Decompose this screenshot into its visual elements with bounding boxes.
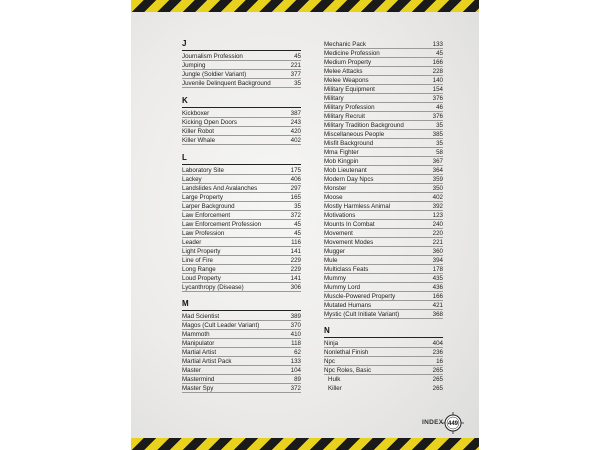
entry-label: Landslides And Avalanches (182, 185, 258, 192)
index-entry (182, 256, 301, 265)
index-entry (182, 321, 301, 330)
entry-page-number: 133 (290, 358, 301, 365)
entry-page-number: 62 (294, 349, 301, 356)
section-heading-m (182, 299, 301, 309)
entry-label: Juvenile Delinquent Background (182, 80, 271, 87)
index-entry (182, 220, 301, 229)
section-rule (182, 164, 301, 165)
entry-label: Mummy Lord (324, 284, 361, 291)
entry-page-number: 46 (436, 104, 443, 111)
index-entry (182, 109, 301, 118)
entry-page-number: 35 (436, 122, 443, 129)
entry-page-number: 221 (432, 239, 443, 246)
index-entry (182, 274, 301, 283)
entry-page-number: 265 (432, 385, 443, 392)
entry-label: Killer (328, 385, 342, 392)
entry-label: Manipulator (182, 340, 215, 347)
index-entry (324, 184, 443, 193)
entry-label: Npc Roles, Basic (324, 367, 372, 374)
entry-label: Killer Robot (182, 128, 214, 135)
entry-label: Movement (324, 230, 353, 237)
entry-page-number: 360 (432, 248, 443, 255)
index-entry (324, 139, 443, 148)
entry-label: Mob Lieutenant (324, 167, 367, 174)
index-entry (182, 312, 301, 321)
index-entry (182, 330, 301, 339)
entry-page-number: 402 (290, 137, 301, 144)
entry-label: Monster (324, 185, 347, 192)
index-entry (324, 157, 443, 166)
index-entry (324, 85, 443, 94)
entry-label: Law Profession (182, 230, 225, 237)
entry-page-number: 45 (294, 221, 301, 228)
entry-label: Law Enforcement Profession (182, 221, 262, 228)
entry-page-number: 421 (432, 302, 443, 309)
entry-page-number: 229 (290, 257, 301, 264)
hazard-stripe-bottom (131, 438, 479, 450)
entry-page-number: 350 (432, 185, 443, 192)
entry-label: Mastermind (182, 376, 215, 383)
index-entry (324, 211, 443, 220)
section-heading-n (324, 326, 443, 336)
index-page (131, 0, 479, 450)
index-entry (182, 265, 301, 274)
entry-page-number: 364 (432, 167, 443, 174)
index-entry (182, 375, 301, 384)
index-entry (324, 121, 443, 130)
entry-label: Mule (324, 257, 338, 264)
index-entry (324, 103, 443, 112)
entry-page-number: 404 (432, 340, 443, 347)
entry-page-number: 104 (290, 367, 301, 374)
entry-page-number: 165 (290, 194, 301, 201)
index-entry (324, 274, 443, 283)
entry-page-number: 420 (290, 128, 301, 135)
entry-page-number: 236 (432, 349, 443, 356)
section-rule (324, 337, 443, 338)
entry-label: Leader (182, 239, 202, 246)
entry-label: Mammoth (182, 331, 210, 338)
entry-page-number: 45 (294, 230, 301, 237)
entry-label: Medicine Profession (324, 50, 380, 57)
index-entry (324, 67, 443, 76)
section-letter: M (182, 299, 189, 308)
entry-page-number: 154 (432, 86, 443, 93)
entry-page-number: 35 (436, 140, 443, 147)
index-entry (182, 79, 301, 88)
index-entry (182, 184, 301, 193)
entry-label: Miscellaneous People (324, 131, 385, 138)
index-entry (324, 220, 443, 229)
index-entry (182, 136, 301, 145)
entry-page-number: 370 (290, 322, 301, 329)
entry-page-number: 265 (432, 376, 443, 383)
entry-label: Multiclass Feats (324, 266, 369, 273)
index-entry (182, 193, 301, 202)
section-letter: N (324, 326, 330, 335)
entry-page-number: 359 (432, 176, 443, 183)
index-entry (324, 375, 443, 384)
entry-page-number: 306 (290, 284, 301, 291)
entry-page-number: 377 (290, 71, 301, 78)
index-entry (324, 357, 443, 366)
entry-label: Jumping (182, 62, 206, 69)
entry-page-number: 243 (290, 119, 301, 126)
entry-page-number: 228 (432, 68, 443, 75)
entry-page-number: 402 (432, 194, 443, 201)
entry-page-number: 118 (291, 340, 301, 347)
entry-label: Ninja (324, 340, 339, 347)
entry-page-number: 367 (432, 158, 443, 165)
entry-page-number: 89 (294, 376, 301, 383)
index-entry (182, 202, 301, 211)
entry-label: Martial Artist (182, 349, 217, 356)
entry-label: Killer Whale (182, 137, 216, 144)
index-entry (182, 118, 301, 127)
section-rule (182, 50, 301, 51)
index-entry (324, 40, 443, 49)
entry-page-number: 221 (290, 62, 301, 69)
index-entry (182, 61, 301, 70)
entry-page-number: 436 (432, 284, 443, 291)
entry-label: Lycanthropy (Disease) (182, 284, 244, 291)
entry-page-number: 166 (432, 293, 443, 300)
entry-page-number: 297 (290, 185, 301, 192)
index-entry (324, 49, 443, 58)
footer-section-label: INDEX (422, 419, 444, 426)
entry-page-number: 123 (432, 212, 443, 219)
entry-page-number: 240 (432, 221, 443, 228)
index-entry (182, 283, 301, 292)
index-entry (182, 166, 301, 175)
entry-label: Martial Artist Pack (182, 358, 232, 365)
section-rule (182, 310, 301, 311)
entry-page-number: 133 (432, 41, 443, 48)
index-entry (324, 130, 443, 139)
entry-rule (182, 392, 301, 393)
index-entry (324, 58, 443, 67)
section-letter: L (182, 153, 187, 162)
entry-page-number: 58 (436, 149, 443, 156)
entry-label: Kicking Open Doors (182, 119, 238, 126)
index-entry (324, 76, 443, 85)
index-entry (324, 148, 443, 157)
entry-label: Moose (324, 194, 343, 201)
entry-page-number: 385 (432, 131, 443, 138)
entry-page-number: 35 (294, 80, 301, 87)
index-entry (324, 256, 443, 265)
index-entry (324, 166, 443, 175)
entry-label: Nonlethal Finish (324, 349, 369, 356)
entry-label: Mummy (324, 275, 346, 282)
entry-page-number: 435 (432, 275, 443, 282)
entry-label: Laboratory Site (182, 167, 224, 174)
entry-page-number: 45 (294, 53, 301, 60)
entry-label: Loud Property (182, 275, 221, 282)
entry-page-number: 376 (432, 95, 443, 102)
entry-label: Law Enforcement (182, 212, 231, 219)
entry-label: Mob Kingpin (324, 158, 359, 165)
entry-label: Lackey (182, 176, 202, 183)
index-entry (324, 247, 443, 256)
entry-label: Mostly Harmless Animal (324, 203, 391, 210)
entry-label: Mutated Humans (324, 302, 372, 309)
entry-label: Mma Fighter (324, 149, 359, 156)
entry-label: Master (182, 367, 201, 374)
entry-label: Magos (Cult Leader Variant) (182, 322, 260, 329)
entry-label: Military Tradition Background (324, 122, 404, 129)
section-heading-l (182, 153, 301, 163)
entry-page-number: 372 (290, 212, 301, 219)
entry-label: Mechanic Pack (324, 41, 366, 48)
index-entry (182, 175, 301, 184)
index-entry (324, 238, 443, 247)
index-entry (182, 52, 301, 61)
entry-label: Mad Scientist (182, 313, 220, 320)
page-footer (422, 412, 470, 434)
entry-label: Military Recruit (324, 113, 365, 120)
index-entry (324, 292, 443, 301)
index-entry (182, 366, 301, 375)
entry-label: Line of Fire (182, 257, 213, 264)
entry-page-number: 229 (290, 266, 301, 273)
index-entry (324, 193, 443, 202)
index-entry (182, 348, 301, 357)
entry-page-number: 392 (432, 203, 443, 210)
entry-rule (182, 144, 301, 145)
index-entry (324, 112, 443, 121)
entry-page-number: 178 (432, 266, 443, 273)
entry-label: Melee Weapons (324, 77, 369, 84)
section-rule (182, 107, 301, 108)
entry-page-number: 368 (432, 311, 443, 318)
index-entry (324, 229, 443, 238)
footer-page-number: 449 (447, 421, 459, 428)
entry-page-number: 35 (294, 203, 301, 210)
entry-page-number: 406 (290, 176, 301, 183)
entry-page-number: 141 (290, 275, 301, 282)
entry-page-number: 116 (291, 239, 301, 246)
entry-label: Hulk (328, 376, 341, 383)
index-entry (324, 202, 443, 211)
entry-label: Motivations (324, 212, 356, 219)
entry-label: Master Spy (182, 385, 214, 392)
entry-label: Military Profession (324, 104, 375, 111)
index-entry (182, 339, 301, 348)
entry-page-number: 16 (436, 358, 443, 365)
index-entry (324, 384, 443, 393)
entry-page-number: 394 (432, 257, 443, 264)
index-entry (182, 127, 301, 136)
entry-page-number: 387 (290, 110, 301, 117)
entry-label: Larper Background (182, 203, 235, 210)
entry-label: Mystic (Cult Initiate Variant) (324, 311, 400, 318)
entry-page-number: 376 (432, 113, 443, 120)
section-heading-j (182, 39, 301, 49)
entry-label: Modern Day Npcs (324, 176, 374, 183)
index-entry (324, 339, 443, 348)
entry-page-number: 45 (436, 50, 443, 57)
index-entry (324, 175, 443, 184)
entry-label: Large Property (182, 194, 223, 201)
crosshair-page-icon (442, 412, 464, 434)
entry-page-number: 389 (290, 313, 301, 320)
entry-page-number: 140 (432, 77, 443, 84)
entry-page-number: 220 (432, 230, 443, 237)
entry-label: Jungle (Soldier Variant) (182, 71, 247, 78)
hazard-stripe-top (131, 0, 479, 12)
entry-page-number: 166 (432, 59, 443, 66)
entry-label: Melee Attacks (324, 68, 363, 75)
entry-page-number: 372 (290, 385, 301, 392)
index-entry (324, 348, 443, 357)
section-letter: J (182, 39, 187, 48)
index-entry (182, 384, 301, 393)
entry-rule (182, 291, 301, 292)
entry-page-number: 265 (432, 367, 443, 374)
index-entry (182, 238, 301, 247)
section-heading-k (182, 96, 301, 106)
index-entry (182, 247, 301, 256)
index-entry (324, 301, 443, 310)
entry-page-number: 410 (290, 331, 301, 338)
entry-label: Military (324, 95, 344, 102)
entry-label: Kickboxer (182, 110, 210, 117)
index-entry (324, 94, 443, 103)
entry-label: Medium Property (324, 59, 372, 66)
index-entry (324, 310, 443, 319)
entry-label: Npc (324, 358, 336, 365)
index-entry (182, 70, 301, 79)
entry-label: Misfit Background (324, 140, 374, 147)
entry-label: Mugger (324, 248, 345, 255)
entry-label: Muscle-Powered Property (324, 293, 396, 300)
entry-rule (182, 87, 301, 88)
entry-rule (324, 318, 443, 319)
index-entry (182, 229, 301, 238)
entry-label: Journalism Profession (182, 53, 243, 60)
index-entry (324, 283, 443, 292)
entry-label: Mounts In Combat (324, 221, 375, 228)
entry-page-number: 141 (290, 248, 301, 255)
index-entry (324, 265, 443, 274)
entry-label: Movement Modes (324, 239, 374, 246)
entry-label: Light Property (182, 248, 221, 255)
entry-page-number: 175 (290, 167, 301, 174)
index-entry (182, 211, 301, 220)
entry-label: Long Range (182, 266, 216, 273)
index-entry (182, 357, 301, 366)
entry-label: Military Equipment (324, 86, 375, 93)
section-letter: K (182, 96, 188, 105)
index-entry (324, 366, 443, 375)
